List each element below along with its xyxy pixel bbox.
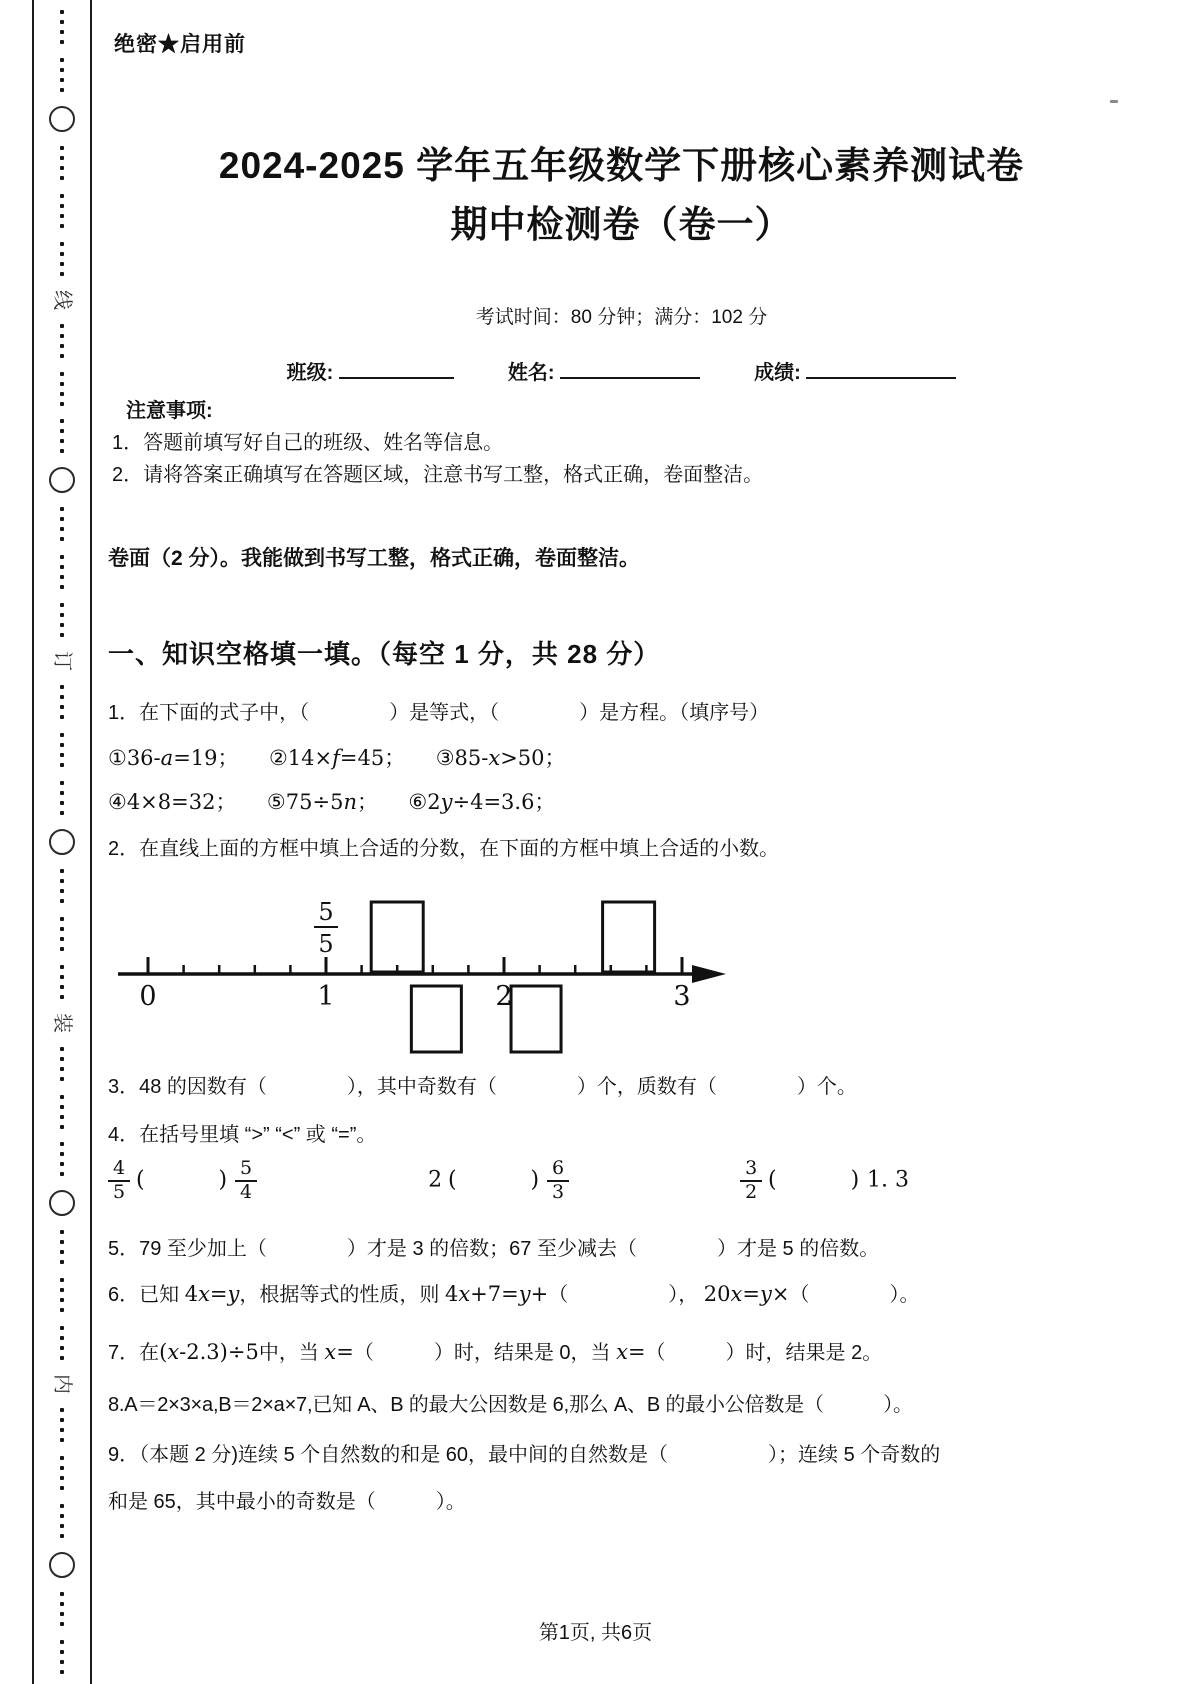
dotted-line-segment: [60, 1326, 64, 1360]
fraction-numerator: 5: [318, 898, 334, 926]
notes-heading: 注意事项:: [126, 400, 213, 422]
exam-info: 考试时间：80 分钟；满分：102 分: [475, 307, 768, 328]
binding-circle-icon: [49, 467, 75, 493]
question-1-formulas-line1: [108, 742, 1135, 772]
q7-mid2: 时，结果是 0，当: [453, 1342, 617, 1364]
answer-box-below: [411, 986, 461, 1052]
name-label: 姓名:: [507, 362, 555, 384]
class-blank: [339, 358, 454, 379]
q7-math-2: x=: [324, 1340, 354, 1364]
tick-label: 3: [673, 981, 691, 1012]
dotted-line-segment: [60, 733, 64, 767]
dotted-line-segment: [60, 419, 64, 453]
tick-label: 0: [139, 981, 157, 1012]
class-label: 班级:: [286, 362, 334, 384]
fraction-4-5: $\frac{4}{5}$: [108, 1158, 130, 1204]
dotted-line-segment: [60, 324, 64, 358]
score-label: 成绩:: [754, 362, 801, 384]
formula-6: ⑥2y÷4=3.6；: [408, 790, 556, 814]
fraction-5-4: $\frac{5}{4}$: [235, 1158, 257, 1204]
scalar-2: 2: [428, 1167, 443, 1193]
formula-2: ②14×f=45；: [268, 746, 406, 770]
page-content: [108, 0, 1135, 1684]
comparison-2: [428, 1158, 569, 1204]
dotted-line-segment: [60, 1095, 64, 1129]
question-1-formulas-line2: [108, 786, 1135, 816]
q6-suffix: 。: [899, 1284, 920, 1306]
question-9-line1: 9．（本题 2 分)连续 5 个自然数的和是 60，最中间的自然数是（ ）；连续 5 个奇数的: [108, 1444, 941, 1466]
dotted-line-segment: [60, 1142, 64, 1176]
formula-5: ⑤75÷5n；: [266, 790, 378, 814]
page-title-line1: 2024-2025 学年五年级数学下册核心素养测试卷: [218, 145, 1025, 186]
score-blank: [806, 358, 956, 379]
dotted-line-segment: [60, 242, 64, 276]
tick-label: 2: [495, 981, 513, 1012]
dotted-line-segment: [60, 372, 64, 406]
question-9: [108, 1432, 1135, 1526]
scalar-1-3: 1. 3: [867, 1167, 910, 1193]
dotted-line-segment: [60, 58, 64, 92]
binding-circle-icon: [49, 106, 75, 132]
q6-mid: ，根据等式的性质，则: [239, 1284, 445, 1306]
notes-item-1: 1．答题前填写好自己的班级、姓名等信息。: [112, 432, 504, 454]
formula-3: ③85-x>50；: [435, 746, 566, 770]
question-2: 2．在直线上面的方框中填上合适的分数，在下面的方框中填上合适的小数。: [108, 838, 780, 860]
axis-arrow-icon: [692, 965, 726, 983]
dotted-line-segment: [60, 1504, 64, 1538]
q6-math-2: 4x+7=y+: [444, 1282, 549, 1306]
q7-mid: 中，当: [258, 1342, 325, 1364]
binding-text-char: 装: [51, 1012, 73, 1033]
binding-text-char: 订: [51, 651, 73, 672]
question-4-comparisons: [108, 1158, 909, 1204]
question-8: 8.A＝2×3×a,B＝2×a×7,已知 A、B 的最大公因数是 6,那么 A、B 的最小公倍数是（ ）。: [108, 1394, 913, 1416]
q6-blank-2: （ ）: [789, 1284, 900, 1306]
number-line-svg: [110, 874, 750, 1064]
dotted-line-segment: [60, 555, 64, 589]
dotted-line-segment: [60, 781, 64, 815]
binding-circle-icon: [49, 1552, 75, 1578]
dotted-line-segment: [60, 603, 64, 637]
dotted-line-segment: [60, 1230, 64, 1264]
dotted-line-segment: [60, 965, 64, 999]
dotted-line-segment: [60, 1408, 64, 1442]
answer-box-below: [511, 986, 561, 1052]
question-5: 5．79 至少加上（ ）才是 3 的倍数；67 至少减去（ ）才是 5 的倍数。: [108, 1238, 880, 1260]
q7-prefix: 7．在: [108, 1342, 160, 1364]
q7-blank-2: （ ）: [645, 1342, 746, 1364]
page-number: 第1页, 共6页: [538, 1622, 653, 1644]
answer-box-above: [603, 902, 655, 972]
q6-blank-1: （ ）: [548, 1284, 679, 1306]
binding-circle-icon: [49, 1190, 75, 1216]
question-3: 3．48 的因数有（ ），其中奇数有（ ）个，质数有（ ）个。: [108, 1076, 857, 1098]
page-title-line2: 期中检测卷（卷一）: [450, 204, 793, 245]
question-9-line2: 和是 65，其中最小的奇数是（ ）。: [108, 1491, 466, 1513]
class-field: [287, 356, 454, 385]
section1-heading: 一、知识空格填一填。（每空 1 分，共 28 分）: [108, 639, 661, 669]
comparison-3-blank: ( ): [768, 1167, 862, 1193]
student-info-row: [108, 356, 1135, 385]
question-4: 4．在括号里填 “>” “<” 或 “=”。: [108, 1124, 377, 1146]
binding-circle-icon: [49, 829, 75, 855]
dotted-line-segment: [60, 194, 64, 228]
name-blank: [560, 358, 700, 379]
dotted-line-segment: [60, 917, 64, 951]
comparison-2-blank: ( ): [447, 1167, 542, 1193]
q7-blank-1: （ ）: [353, 1342, 454, 1364]
comparison-3: [740, 1158, 909, 1204]
q6-math-3: 20x=y×: [703, 1282, 790, 1306]
fraction-denominator: 5: [318, 930, 334, 958]
binding-text-char: 线: [51, 289, 73, 310]
q6-prefix: 6．已知: [108, 1284, 185, 1306]
q6-mid2: ，: [678, 1284, 704, 1306]
dotted-line-segment: [60, 869, 64, 903]
q6-math-1: 4x=y: [184, 1282, 240, 1306]
answer-box-above: [371, 902, 423, 972]
dotted-line-segment: [60, 146, 64, 180]
notes-item-2: 2．请将答案正确填写在答题区域，注意书写工整，格式正确，卷面整洁。: [112, 464, 764, 486]
binding-text-char: 内: [51, 1374, 73, 1395]
dotted-line-segment: [60, 10, 64, 44]
q7-math-3: x=: [616, 1340, 646, 1364]
number-line-figure: [110, 874, 750, 1069]
name-field: [508, 356, 700, 385]
tick-label: 1: [317, 981, 335, 1012]
dotted-line-segment: [60, 1278, 64, 1312]
question-7: [108, 1336, 1135, 1365]
binding-margin-strip: [32, 0, 92, 1684]
formula-4: ④4×8=32；: [108, 790, 237, 814]
fraction-6-3: $\frac{6}{3}$: [547, 1158, 569, 1204]
neatness-note: 卷面（2 分）。我能做到书写工整，格式正确，卷面整洁。: [108, 547, 641, 570]
question-1: 1．在下面的式子中，（ ）是等式，（ ）是方程。（填序号）: [108, 702, 770, 724]
q7-suffix: 时，结果是 2。: [745, 1342, 883, 1364]
dotted-line-segment: [60, 1456, 64, 1490]
fraction-3-2: $\frac{3}{2}$: [740, 1158, 762, 1204]
classification-label: 绝密★启用前: [114, 33, 246, 56]
question-6: [108, 1278, 1135, 1307]
dotted-line-segment: [60, 685, 64, 719]
page-title: [108, 136, 1135, 254]
comparison-1: [108, 1158, 257, 1204]
formula-1: ①36-a=19；: [108, 746, 239, 770]
comparison-1-blank: ( ): [135, 1167, 230, 1193]
dotted-line-segment: [60, 1047, 64, 1081]
q7-math-1: (x-2.3)÷5: [159, 1340, 259, 1364]
dotted-line-segment: [60, 507, 64, 541]
score-field: [754, 356, 956, 385]
